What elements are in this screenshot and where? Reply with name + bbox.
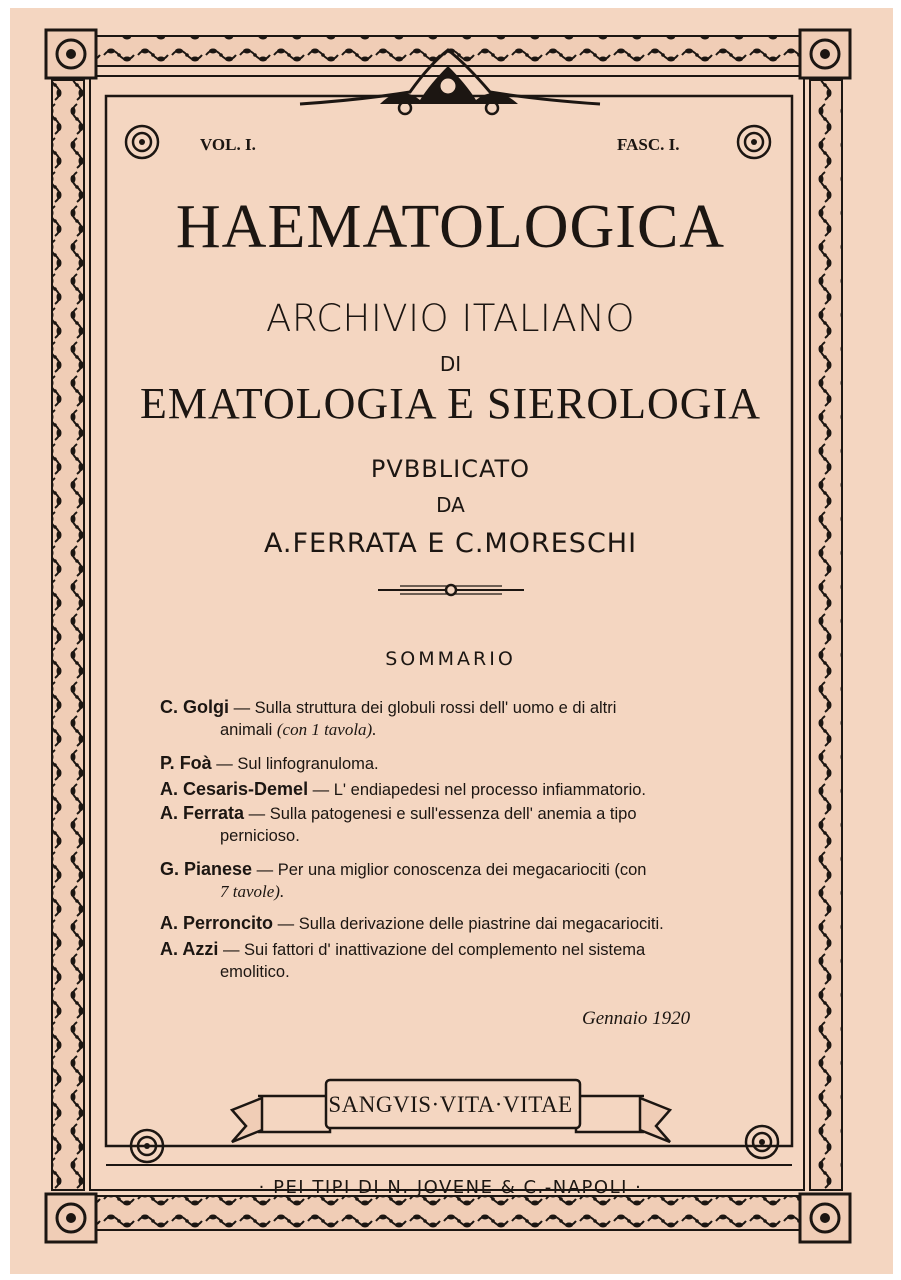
issue-date: Gennaio 1920 (582, 1008, 691, 1029)
motto: SANGVIS·VITA·VITAE (328, 1092, 573, 1117)
entry-author: A. Ferrata (160, 803, 245, 823)
subtitle-line-2: EMATOLOGIA E SIEROLOGIA (139, 379, 762, 428)
contents-entry (160, 752, 750, 775)
subtitle-di: DI (439, 352, 462, 376)
entry-note: (con 1 tavola). (276, 720, 377, 739)
entry-continuation: pernicioso. (220, 827, 300, 845)
volume-label: VOL. I. (200, 135, 256, 154)
by-label: DA (436, 493, 465, 517)
rosette-icon (126, 126, 158, 158)
rosette-icon (746, 1126, 778, 1158)
fascicle-label: FASC. I. (617, 135, 680, 154)
corner-ornament-icon (46, 1194, 96, 1242)
contents-entry (160, 778, 750, 801)
entry-author: G. Pianese (160, 859, 253, 879)
entry-text: — Sulla struttura dei globuli rossi dell' uomo e di altri (233, 699, 617, 717)
entry-text: — Per una miglior conoscenza dei megacariociti (con (256, 861, 647, 879)
subtitle-line-1: ARCHIVIO ITALIANO (266, 297, 635, 340)
corner-ornament-icon (800, 30, 850, 78)
corner-ornament-icon (46, 30, 96, 78)
printer-line: · PEI TIPI DI N. JOVENE & C.-NAPOLI · (258, 1177, 643, 1198)
contents-entry (160, 858, 750, 903)
entry-text: — Sulla derivazione delle piastrine dai megacariociti. (277, 915, 664, 933)
published-label: PVBBLICATO (370, 455, 531, 483)
entry-text: — L' endiapedesi nel processo infiammatorio. (312, 781, 646, 799)
rosette-icon (738, 126, 770, 158)
entry-author: A. Azzi (160, 939, 219, 959)
entry-author: P. Foà (160, 753, 212, 773)
contents-entry (160, 912, 750, 935)
contents-entry (160, 802, 750, 847)
entry-author: A. Perroncito (160, 913, 274, 933)
entry-continuation: emolitico. (220, 963, 290, 981)
entry-continuation: animali (220, 721, 277, 739)
entry-text: — Sulla patogenesi e sull'essenza dell' anemia a tipo (248, 805, 637, 823)
contents-entry (160, 938, 750, 983)
entry-note: 7 tavole). (220, 882, 285, 901)
journal-title: HAEMATOLOGICA (175, 193, 726, 261)
contents-entry (160, 696, 750, 741)
entry-author: C. Golgi (160, 697, 229, 717)
contents-heading: SOMMARIO (385, 648, 516, 670)
entry-author: A. Cesaris-Demel (160, 779, 309, 799)
corner-ornament-icon (800, 1194, 850, 1242)
entry-text: — Sul linfogranuloma. (216, 755, 379, 773)
entry-text: — Sui fattori d' inattivazione del complemento nel sistema (222, 941, 646, 959)
editors: A.FERRATA E C.MORESCHI (263, 528, 638, 559)
divider-ornament-icon (378, 585, 524, 595)
